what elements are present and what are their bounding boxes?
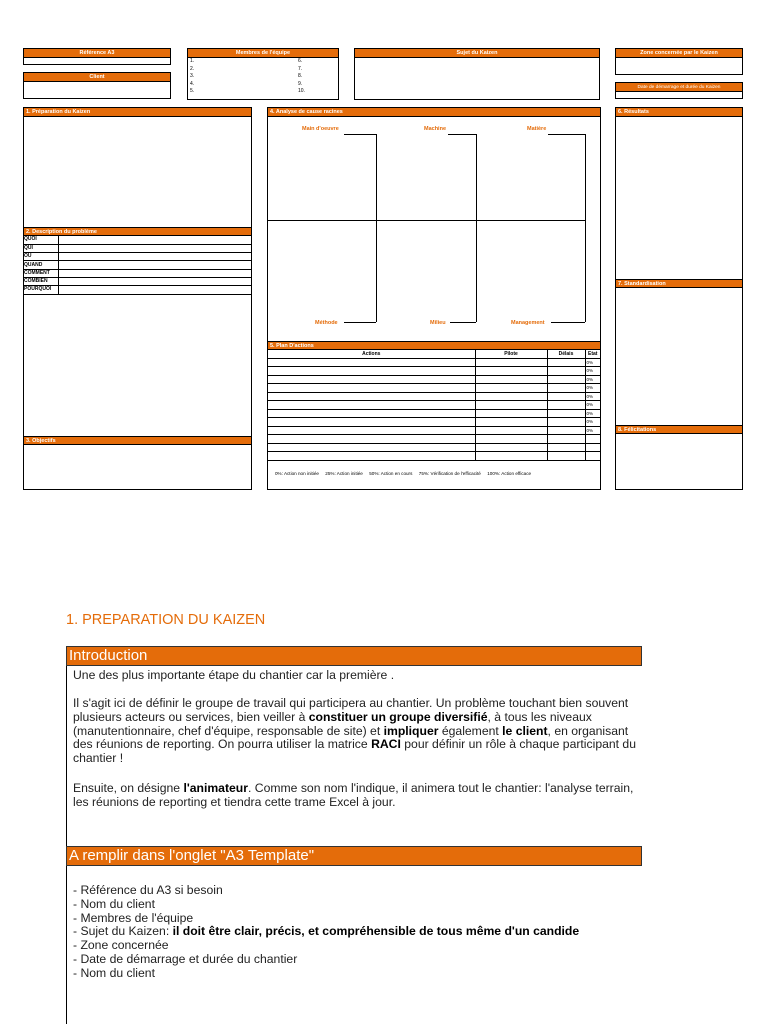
- plan-state[interactable]: [585, 435, 600, 444]
- description-row[interactable]: [24, 253, 251, 261]
- description-label: COMMENT: [24, 269, 58, 277]
- description-value[interactable]: [58, 236, 251, 244]
- plan-header-row: [268, 350, 600, 358]
- plan-state[interactable]: [585, 452, 600, 461]
- analyse-header: 4. Analyse de cause racines: [268, 108, 600, 117]
- intro-paragraph-2: Il s'agit ici de définir le groupe de travail qui participera au chantier. Un problème touchant bien souvent plusieurs acteurs ou services, bien veiller à constituer un groupe diversifié, à tous les niveaux (manutentionnaire, chef d'équipe, responsable de site) et impliquer également le client, en organisant des réunions de reporting. On pourra utiliser la matrice RACI pour définir un rôle à chaque participant du chantier !: [73, 696, 636, 766]
- description-value[interactable]: [58, 261, 251, 269]
- member-number: 1.: [190, 58, 195, 64]
- member-number: 3.: [190, 73, 195, 79]
- resultats-header: 6. Résultats: [616, 108, 742, 117]
- description-row[interactable]: [24, 269, 251, 277]
- plan-col-delais: Délais: [547, 350, 585, 358]
- intro-paragraph-1: Une des plus importante étape du chantier car la première .: [73, 668, 395, 682]
- reference-a3-box[interactable]: [23, 48, 171, 65]
- branch-line: [551, 322, 585, 323]
- description-value[interactable]: [58, 269, 251, 277]
- plan-state[interactable]: 0%: [585, 367, 600, 376]
- description-value[interactable]: [58, 277, 251, 285]
- branch-line: [344, 322, 376, 323]
- plan-state[interactable]: [585, 443, 600, 452]
- client-box[interactable]: [23, 72, 171, 99]
- plan-state[interactable]: 0%: [585, 384, 600, 393]
- cause-management: Management: [511, 320, 545, 326]
- zone-box[interactable]: [615, 48, 743, 75]
- description-value[interactable]: [58, 244, 251, 252]
- member-number: 4.: [190, 80, 195, 87]
- branch-line: [476, 134, 477, 220]
- frame-line: [66, 866, 67, 1024]
- member-number: 6.: [298, 58, 303, 64]
- fill-in-list: [73, 884, 579, 981]
- members-box[interactable]: [187, 48, 339, 100]
- reference-a3-header: Référence A3: [24, 49, 170, 58]
- felicitations-header: 8. Félicitations: [616, 425, 742, 434]
- cause-matiere: Matière: [527, 126, 547, 132]
- plan-state[interactable]: 0%: [585, 401, 600, 410]
- description-label: QUAND: [24, 261, 58, 269]
- plan-state[interactable]: 0%: [585, 426, 600, 435]
- branch-line: [344, 134, 376, 135]
- members-list: [188, 58, 338, 96]
- ishikawa-diagram[interactable]: [268, 117, 600, 341]
- description-label: POURQUOI: [24, 286, 58, 294]
- plan-row[interactable]: [268, 367, 600, 376]
- plan-col-pilote: Pilote: [475, 350, 547, 358]
- fill-in-bar: A remplir dans l'onglet "A3 Template": [66, 846, 642, 866]
- plan-header: 5. Plan D'actions: [268, 341, 600, 350]
- description-header: 2. Description du problème: [24, 227, 251, 236]
- list-item: - Référence du A3 si besoin: [73, 883, 223, 897]
- plan-col-actions: Actions: [268, 350, 475, 358]
- description-label: COMBIEN: [24, 277, 58, 285]
- branch-line: [585, 220, 586, 322]
- description-section: [24, 227, 251, 295]
- member-number: 10.: [298, 88, 305, 94]
- plan-row[interactable]: [268, 443, 600, 452]
- plan-row[interactable]: [268, 392, 600, 401]
- plan-row[interactable]: [268, 426, 600, 435]
- member-number: 8.: [298, 73, 303, 79]
- list-item: - Zone concernée: [73, 938, 169, 953]
- description-table: [24, 236, 251, 295]
- branch-line: [476, 220, 477, 322]
- introduction-bar: Introduction: [66, 646, 642, 666]
- objectifs-header: 3. Objectifs: [24, 436, 251, 445]
- branch-line: [585, 134, 586, 220]
- plan-state[interactable]: 0%: [585, 392, 600, 401]
- plan-table: [268, 350, 600, 461]
- plan-state[interactable]: 0%: [585, 375, 600, 384]
- plan-state[interactable]: 0%: [585, 418, 600, 427]
- plan-row[interactable]: [268, 384, 600, 393]
- cause-main-oeuvre: Main d'oeuvre: [302, 126, 339, 132]
- description-row[interactable]: [24, 286, 251, 294]
- description-row[interactable]: [24, 261, 251, 269]
- plan-row[interactable]: [268, 358, 600, 367]
- date-box[interactable]: [615, 82, 743, 99]
- plan-legend: 0%: Action non initiée 25%: Action initiée 50%: Action en cours 75%: Vérification de l'efficacité 100%: Action efficace: [275, 471, 532, 476]
- plan-state[interactable]: 0%: [585, 358, 600, 367]
- description-label: QUI: [24, 244, 58, 252]
- description-row[interactable]: [24, 277, 251, 285]
- prep-area[interactable]: [24, 117, 251, 227]
- branch-line: [450, 322, 476, 323]
- member-number: 7.: [298, 65, 303, 72]
- plan-row[interactable]: [268, 452, 600, 461]
- member-number: 9.: [298, 80, 303, 87]
- plan-row[interactable]: [268, 418, 600, 427]
- standardisation-header: 7. Standardisation: [616, 279, 742, 288]
- plan-row[interactable]: [268, 435, 600, 444]
- branch-line: [548, 134, 585, 135]
- cause-milieu: Milieu: [430, 320, 446, 326]
- description-row[interactable]: [24, 244, 251, 252]
- member-number: 2.: [190, 65, 195, 72]
- cause-methode: Méthode: [315, 320, 338, 326]
- list-item: - Nom du client: [73, 896, 155, 911]
- plan-state[interactable]: 0%: [585, 409, 600, 418]
- description-value[interactable]: [58, 286, 251, 294]
- description-row[interactable]: [24, 236, 251, 244]
- sujet-box[interactable]: [354, 48, 600, 100]
- description-value[interactable]: [58, 253, 251, 261]
- plan-row[interactable]: [268, 409, 600, 418]
- list-item: - Sujet du Kaizen: il doit être clair, précis, et compréhensible de tous même d'un candide: [73, 924, 580, 939]
- right-column: [615, 107, 743, 490]
- list-item: - Membres de l'équipe: [73, 910, 194, 925]
- zone-header: Zone concernée par le Kaizen: [616, 49, 742, 58]
- prep-header: 1. Préparation du Kaizen: [24, 108, 251, 117]
- middle-column: [267, 107, 601, 490]
- members-header: Membres de l'équipe: [188, 49, 338, 58]
- plan-row[interactable]: [268, 375, 600, 384]
- spine-line: [268, 220, 586, 221]
- objectifs-section: [24, 436, 251, 445]
- left-column: [23, 107, 252, 490]
- sujet-header: Sujet du Kaizen: [355, 49, 599, 58]
- client-header: Client: [24, 73, 170, 82]
- description-label: QUOI: [24, 236, 58, 244]
- section-title: 1. PREPARATION DU KAIZEN: [66, 612, 266, 628]
- frame-line: [66, 666, 67, 846]
- plan-section: [268, 341, 600, 476]
- list-item: - Date de démarrage et durée du chantier: [73, 951, 298, 966]
- member-number: 5.: [190, 88, 195, 94]
- intro-paragraph-3: Ensuite, on désigne l'animateur. Comme son nom l'indique, il animera tout le chantier: l'analyse terrain, les réunions de reporting et tiendra cette trame Excel à jour.: [73, 781, 634, 809]
- branch-line: [376, 134, 377, 220]
- list-item: - Nom du client: [73, 965, 155, 980]
- branch-line: [376, 220, 377, 322]
- description-label: OU: [24, 253, 58, 261]
- date-header: Date de démarrage et durée du Kaizen: [616, 83, 742, 92]
- plan-row[interactable]: [268, 401, 600, 410]
- cause-machine: Machine: [424, 126, 447, 132]
- branch-line: [448, 134, 476, 135]
- plan-col-etat: Etat: [585, 350, 600, 358]
